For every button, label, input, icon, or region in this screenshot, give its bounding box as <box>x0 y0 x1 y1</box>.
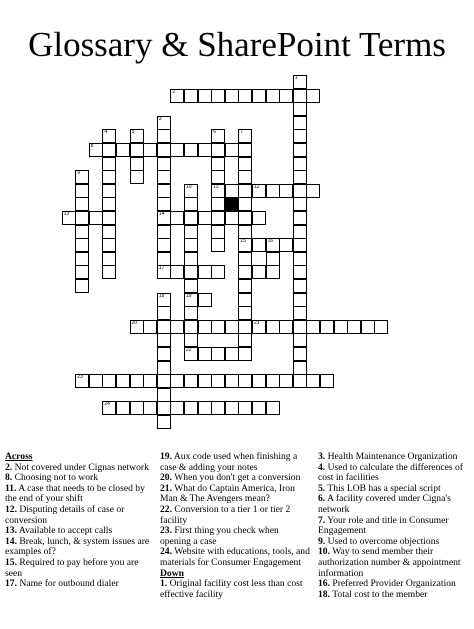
grid-cell[interactable] <box>266 374 280 388</box>
clue-number: 23 <box>77 374 83 381</box>
clue-number-label: 17. <box>5 578 17 590</box>
grid-cell[interactable] <box>143 374 157 388</box>
grid-cell[interactable] <box>130 143 144 157</box>
grid-cell[interactable] <box>89 143 103 157</box>
grid-cell[interactable] <box>293 347 307 361</box>
grid-cell[interactable] <box>102 401 116 415</box>
clue-text: Total cost to the member <box>330 588 428 600</box>
grid-cell[interactable] <box>293 143 307 157</box>
clue-number: 4 <box>104 129 108 136</box>
grid-cell[interactable] <box>238 184 252 198</box>
grid-cell[interactable] <box>198 211 212 225</box>
clue-number-label: 2. <box>5 461 13 473</box>
grid-cell[interactable] <box>157 129 171 143</box>
grid-cell[interactable] <box>334 320 348 334</box>
clue-section-heading: Down <box>160 567 184 579</box>
clue-number-label: 18. <box>318 588 330 600</box>
grid-cell[interactable] <box>238 129 252 143</box>
clue-text: A case that needs to be closed by the end of your shift <box>5 482 145 505</box>
clue-number: 9 <box>77 170 80 177</box>
grid-cell[interactable] <box>293 320 307 334</box>
grid-cell[interactable] <box>157 401 171 415</box>
grid-cell[interactable] <box>293 252 307 266</box>
grid-cell[interactable] <box>184 184 198 198</box>
grid-cell[interactable] <box>184 143 198 157</box>
clue-number: 1 <box>294 75 298 81</box>
grid-cell[interactable] <box>361 320 375 334</box>
grid-cell[interactable] <box>238 279 252 293</box>
grid-cell[interactable] <box>75 211 89 225</box>
grid-cell[interactable] <box>293 102 307 116</box>
grid-cell[interactable] <box>184 333 198 347</box>
grid-cell[interactable] <box>75 184 89 198</box>
grid-cell[interactable] <box>75 279 89 293</box>
grid-cell[interactable] <box>130 170 144 184</box>
grid-cell[interactable] <box>211 374 225 388</box>
grid-cell[interactable] <box>374 320 388 334</box>
clue-text: First thing you check when opening a case <box>160 525 279 547</box>
grid-cell[interactable] <box>184 293 198 307</box>
grid-cell[interactable] <box>198 320 212 334</box>
clue-column-1 <box>5 452 153 590</box>
grid-cell[interactable] <box>184 306 198 320</box>
grid-cell[interactable] <box>157 347 171 361</box>
grid-cell[interactable] <box>293 116 307 130</box>
clue-number: 2 <box>172 88 176 95</box>
grid-cell[interactable] <box>211 347 225 361</box>
grid-cell[interactable] <box>238 89 252 103</box>
grid-cell[interactable] <box>320 320 334 334</box>
grid-cell[interactable] <box>252 374 266 388</box>
grid-cell[interactable] <box>238 265 252 279</box>
grid-cell[interactable] <box>306 374 320 388</box>
grid-cell[interactable] <box>102 225 116 239</box>
grid-cell[interactable] <box>198 143 212 157</box>
grid-cell[interactable] <box>170 89 184 103</box>
grid-cell[interactable] <box>252 184 266 198</box>
clue-item <box>318 516 468 537</box>
grid-cell[interactable] <box>225 320 239 334</box>
grid-cell[interactable] <box>279 374 293 388</box>
clue-number-label: 6. <box>318 493 326 505</box>
clue-number-label: 13. <box>5 525 17 537</box>
grid-cell[interactable] <box>102 252 116 266</box>
clue-item <box>318 494 468 515</box>
grid-cell[interactable] <box>157 374 171 388</box>
grid-cell[interactable] <box>116 374 130 388</box>
grid-cell[interactable] <box>157 388 171 402</box>
grid-cell[interactable] <box>75 238 89 252</box>
clue-text: Break, lunch, & system issues are examples of? <box>5 535 150 558</box>
clue-item <box>160 547 310 568</box>
grid-cell[interactable] <box>238 374 252 388</box>
grid-cell[interactable] <box>238 252 252 266</box>
clue-text: Disputing details of case or conversion <box>5 503 125 526</box>
grid-cell[interactable] <box>211 320 225 334</box>
grid-cell[interactable] <box>252 401 266 415</box>
grid-cell[interactable] <box>157 415 171 429</box>
grid-cell[interactable] <box>157 306 171 320</box>
grid-cell[interactable] <box>306 184 320 198</box>
grid-cell[interactable] <box>198 347 212 361</box>
clue-item <box>160 484 310 505</box>
grid-cell[interactable] <box>198 89 212 103</box>
grid-cell[interactable] <box>116 143 130 157</box>
clue-text: What do Captain America, Iron Man & The Avengers mean? <box>160 482 295 505</box>
clue-number: 21 <box>254 319 260 326</box>
clue-text: Original facility cost less than cost effective facility <box>160 578 303 600</box>
clue-item <box>5 558 153 579</box>
grid-cell[interactable] <box>157 320 171 334</box>
clue-number-label: 10. <box>318 546 330 558</box>
grid-cell[interactable] <box>225 347 239 361</box>
grid-cell[interactable] <box>293 211 307 225</box>
clue-text: Website with educations, tools, and materials for Consumer Engagement <box>160 546 310 568</box>
grid-cell[interactable] <box>184 238 198 252</box>
grid-cell[interactable] <box>252 211 266 225</box>
clue-section-heading: Across <box>5 451 33 462</box>
puzzle-title: Glossary & SharePoint Terms <box>28 25 446 64</box>
grid-cell[interactable] <box>157 252 171 266</box>
clue-number-label: 5. <box>318 482 326 494</box>
grid-cell[interactable] <box>293 157 307 171</box>
grid-cell[interactable] <box>130 401 144 415</box>
grid-cell[interactable] <box>170 265 184 279</box>
clue-text: Aux code used when finishing a case & adding your notes <box>160 451 298 473</box>
clue-number-label: 15. <box>5 556 17 568</box>
clue-number: 16 <box>267 238 274 245</box>
grid-cell[interactable] <box>157 170 171 184</box>
clue-number-label: 22. <box>160 503 172 515</box>
grid-cell[interactable] <box>238 225 252 239</box>
grid-cell[interactable] <box>225 143 239 157</box>
grid-cell[interactable] <box>306 320 320 334</box>
clue-item <box>5 537 153 558</box>
grid-cell[interactable] <box>238 347 252 361</box>
grid-cell[interactable] <box>293 361 307 375</box>
grid-cell[interactable] <box>170 401 184 415</box>
grid-cell[interactable] <box>266 238 280 252</box>
grid-cell[interactable] <box>89 211 103 225</box>
grid-cell[interactable] <box>293 184 307 198</box>
grid-cell[interactable] <box>266 265 280 279</box>
grid-cell[interactable] <box>102 157 116 171</box>
grid-cell[interactable] <box>170 143 184 157</box>
grid-cell[interactable] <box>157 157 171 171</box>
grid-cell[interactable] <box>252 265 266 279</box>
clue-text: Used to overcome objections <box>325 535 440 547</box>
grid-cell[interactable] <box>225 401 239 415</box>
clue-number-label: 20. <box>160 472 172 484</box>
grid-cell[interactable] <box>157 116 171 130</box>
grid-cell[interactable] <box>184 225 198 239</box>
clue-item <box>160 452 310 473</box>
clue-number: 19 <box>186 292 192 299</box>
clue-number: 12 <box>254 183 260 190</box>
grid-cell[interactable] <box>266 252 280 266</box>
grid-cell[interactable] <box>102 265 116 279</box>
grid-cell[interactable] <box>102 184 116 198</box>
clue-number: 10 <box>186 183 192 190</box>
clue-column-2 <box>160 452 310 600</box>
grid-cell[interactable] <box>130 320 144 334</box>
grid-cell[interactable] <box>279 320 293 334</box>
grid-cell[interactable] <box>238 170 252 184</box>
grid-cell[interactable] <box>62 211 76 225</box>
clue-item <box>318 547 468 579</box>
clue-text: Used to calculate the differences of cost in facilities <box>318 461 464 484</box>
grid-cell[interactable] <box>170 211 184 225</box>
clue-item <box>318 590 468 601</box>
grid-cell[interactable] <box>238 197 252 211</box>
clue-number: 15 <box>240 238 246 245</box>
clue-item <box>160 505 310 526</box>
grid-cell[interactable] <box>157 238 171 252</box>
grid-cell[interactable] <box>211 157 225 171</box>
grid-cell[interactable] <box>211 265 225 279</box>
clue-number-label: 23. <box>160 525 172 537</box>
grid-cell[interactable] <box>211 401 225 415</box>
grid-cell[interactable] <box>102 170 116 184</box>
grid-cell[interactable] <box>252 238 266 252</box>
grid-cell[interactable] <box>75 265 89 279</box>
grid-cell[interactable] <box>293 293 307 307</box>
clue-number-label: 1. <box>160 578 168 590</box>
grid-cell[interactable] <box>157 225 171 239</box>
clue-number: 7 <box>240 129 244 136</box>
grid-cell[interactable] <box>306 89 320 103</box>
grid-cell[interactable] <box>198 401 212 415</box>
clue-number: 3 <box>158 115 162 122</box>
grid-cell[interactable] <box>75 225 89 239</box>
clue-text: Available to accept calls <box>17 525 113 537</box>
clue-number-label: 19. <box>160 451 172 462</box>
clue-number-label: 11. <box>5 482 17 494</box>
grid-cell[interactable] <box>130 129 144 143</box>
black-square <box>225 197 239 211</box>
clue-number: 8 <box>90 143 94 149</box>
clue-number-label: 9. <box>318 535 326 547</box>
grid-cell[interactable] <box>266 401 280 415</box>
clue-number-label: 21. <box>160 482 172 494</box>
grid-cell[interactable] <box>238 320 252 334</box>
clue-item <box>5 505 153 526</box>
clue-text: Choosing not to work <box>12 472 99 484</box>
grid-cell[interactable] <box>238 157 252 171</box>
grid-cell[interactable] <box>238 238 252 252</box>
grid-cell[interactable] <box>211 170 225 184</box>
grid-cell[interactable] <box>211 184 225 198</box>
grid-cell[interactable] <box>116 401 130 415</box>
clue-number: 14 <box>158 211 165 217</box>
clue-number-label: 16. <box>318 578 330 590</box>
grid-cell[interactable] <box>198 265 212 279</box>
grid-cell[interactable] <box>293 265 307 279</box>
grid-cell[interactable] <box>225 211 239 225</box>
grid-cell[interactable] <box>184 252 198 266</box>
grid-cell[interactable] <box>184 89 198 103</box>
grid-cell[interactable] <box>198 374 212 388</box>
grid-cell[interactable] <box>143 143 157 157</box>
grid-cell[interactable] <box>75 197 89 211</box>
clue-number-label: 24. <box>160 546 172 558</box>
grid-cell[interactable] <box>279 238 293 252</box>
clue-item <box>160 526 310 547</box>
grid-cell[interactable] <box>198 293 212 307</box>
grid-cell[interactable] <box>157 361 171 375</box>
clue-number: 5 <box>131 129 135 136</box>
grid-cell[interactable] <box>238 333 252 347</box>
grid-cell[interactable] <box>211 197 225 211</box>
grid-cell[interactable] <box>102 374 116 388</box>
grid-cell[interactable] <box>293 89 307 103</box>
grid-cell[interactable] <box>102 211 116 225</box>
clue-number-label: 4. <box>318 461 326 473</box>
clue-text: Not covered under Cignas network <box>12 461 149 473</box>
clue-number: 11 <box>213 183 219 190</box>
grid-cell[interactable] <box>211 211 225 225</box>
clue-column-3 <box>318 452 468 600</box>
clue-text: Conversion to a tier 1 or tier 2 facility <box>160 503 291 526</box>
grid-cell[interactable] <box>143 320 157 334</box>
grid-cell[interactable] <box>238 293 252 307</box>
clue-number: 17 <box>158 265 165 272</box>
clue-text: Name for outbound dialer <box>17 578 119 590</box>
grid-cell[interactable] <box>157 211 171 225</box>
grid-cell[interactable] <box>211 143 225 157</box>
grid-cell[interactable] <box>225 89 239 103</box>
grid-cell[interactable] <box>102 197 116 211</box>
clue-item <box>5 484 153 505</box>
clue-text: Your role and title in Consumer Engagement <box>318 514 449 537</box>
grid-cell[interactable] <box>238 306 252 320</box>
grid-cell[interactable] <box>211 89 225 103</box>
clue-number-label: 7. <box>318 514 326 526</box>
clue-number-label: 8. <box>5 472 13 484</box>
clue-item <box>318 463 468 484</box>
grid-cell[interactable] <box>279 184 293 198</box>
grid-cell[interactable] <box>266 320 280 334</box>
grid-cell[interactable] <box>211 129 225 143</box>
grid-cell[interactable] <box>184 320 198 334</box>
grid-cell[interactable] <box>293 238 307 252</box>
grid-cell[interactable] <box>75 374 89 388</box>
grid-cell[interactable] <box>238 211 252 225</box>
grid-cell[interactable] <box>157 143 171 157</box>
grid-cell[interactable] <box>320 374 334 388</box>
grid-cell[interactable] <box>102 129 116 143</box>
grid-cell[interactable] <box>130 374 144 388</box>
clue-text: Preferred Provider Organization <box>330 578 456 590</box>
grid-cell[interactable] <box>157 197 171 211</box>
clue-number-label: 3. <box>318 451 326 462</box>
grid-cell[interactable] <box>184 279 198 293</box>
grid-cell[interactable] <box>184 401 198 415</box>
clue-number: 22 <box>186 347 192 353</box>
clue-number: 20 <box>131 319 138 326</box>
grid-cell[interactable] <box>293 170 307 184</box>
grid-cell[interactable] <box>347 320 361 334</box>
grid-cell[interactable] <box>279 89 293 103</box>
grid-cell[interactable] <box>293 374 307 388</box>
grid-cell[interactable] <box>293 225 307 239</box>
grid-cell[interactable] <box>184 265 198 279</box>
grid-cell[interactable] <box>293 75 307 89</box>
clue-number-label: 14. <box>5 535 17 547</box>
clue-number: 13 <box>63 211 70 217</box>
grid-cell[interactable] <box>157 293 171 307</box>
grid-cell[interactable] <box>211 225 225 239</box>
grid-cell[interactable] <box>266 89 280 103</box>
grid-cell[interactable] <box>130 157 144 171</box>
clue-item <box>5 579 153 590</box>
clue-text: This LOB has a special script <box>325 482 441 494</box>
clue-number-label: 12. <box>5 503 17 515</box>
clue-text: Way to send member their authorization number & appointment information <box>318 546 461 579</box>
clue-text: Required to pay before you are seen <box>5 556 139 579</box>
grid-cell[interactable] <box>157 265 171 279</box>
grid-cell[interactable] <box>184 197 198 211</box>
clue-text: When you don't get a conversion <box>172 472 301 484</box>
grid-cell[interactable] <box>293 333 307 347</box>
grid-cell[interactable] <box>225 184 239 198</box>
grid-cell[interactable] <box>293 306 307 320</box>
grid-cell[interactable] <box>170 374 184 388</box>
grid-cell[interactable] <box>102 143 116 157</box>
grid-cell[interactable] <box>238 401 252 415</box>
clue-number: 24 <box>104 401 110 408</box>
grid-cell[interactable] <box>157 184 171 198</box>
grid-cell[interactable] <box>293 197 307 211</box>
clue-text: A facility covered under Cigna's network <box>318 493 451 515</box>
grid-cell[interactable] <box>75 170 89 184</box>
clue-number: 18 <box>158 292 165 299</box>
grid-cell[interactable] <box>157 333 171 347</box>
grid-cell[interactable] <box>184 211 198 225</box>
grid-cell[interactable] <box>170 320 184 334</box>
grid-cell[interactable] <box>184 374 198 388</box>
grid-cell[interactable] <box>293 129 307 143</box>
grid-cell[interactable] <box>238 143 252 157</box>
clue-number: 6 <box>213 129 216 136</box>
clue-text: Health Maintenance Organization <box>325 451 458 462</box>
grid-cell[interactable] <box>293 279 307 293</box>
grid-cell[interactable] <box>266 184 280 198</box>
grid-cell[interactable] <box>184 347 198 361</box>
grid-cell[interactable] <box>252 89 266 103</box>
grid-cell[interactable] <box>143 401 157 415</box>
grid-cell[interactable] <box>89 374 103 388</box>
grid-cell[interactable] <box>75 252 89 266</box>
grid-cell[interactable] <box>211 238 225 252</box>
grid-cell[interactable] <box>102 238 116 252</box>
grid-cell[interactable] <box>225 374 239 388</box>
clue-item <box>160 579 310 600</box>
grid-cell[interactable] <box>252 320 266 334</box>
